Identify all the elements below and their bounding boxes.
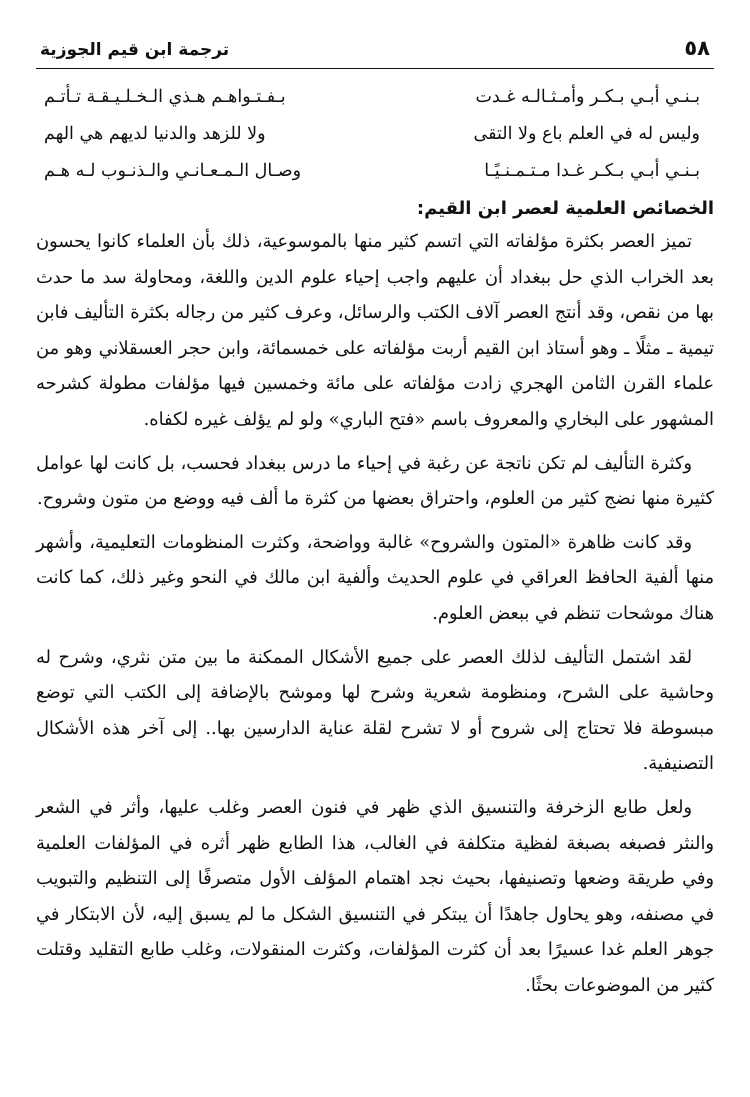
running-title: ترجمة ابن قيم الجوزية bbox=[40, 40, 230, 60]
verse-first-hemistich: بـنـي أبـي بـكـر غـدا مـتـمـنـيًـا bbox=[484, 161, 700, 181]
verse-second-hemistich: بـفـتـواهـم هـذي الـخـلـيـقـة تـأتـم bbox=[44, 87, 286, 107]
poem-verse bbox=[44, 79, 700, 116]
body-paragraph: وقد كانت ظاهرة «المتون والشروح» غالبة وواضحة، وكثرت المنظومات التعليمية، وأشهر منها ألفية الحافظ العراقي في علوم الحديث وألفية ابن مالك في النحو وغير ذلك، كما كانت هناك موشحات تنظم في ببعض العلوم. bbox=[36, 531, 714, 624]
page-number: ٥٨ bbox=[684, 36, 710, 60]
poem bbox=[36, 79, 714, 190]
verse-first-hemistich: وليس له في العلم باع ولا التقى bbox=[473, 124, 700, 144]
book-page bbox=[36, 28, 714, 1078]
body-paragraph: تميز العصر بكثرة مؤلفاته التي اتسم كثير منها بالموسوعية، ذلك بأن العلماء كانوا يحسون بعد الخراب الذي حل ببغداد أن عليهم واجب إحياء علوم الدين واللغة، ومحاولة سد ما حدث بها من نقص، وقد أنتج العصر آلاف الكتب والرسائل، وعرف كثير من رجاله بكثرة التأليف فابن تيمية ـ مثلًا ـ وهو أستاذ ابن القيم أربت مؤلفاته على خمسمائة، وابن حجر العسقلاني وهو من علماء القرن الثامن الهجري زادت مؤلفاته على مائة وخمسين فيها مؤلفات مطولة كشرحه المشهور على البخاري والمعروف باسم «فتح الباري» ولو لم يؤلف غيره لكفاه. bbox=[36, 231, 714, 430]
body-paragraph: لقد اشتمل التأليف لذلك العصر على جميع الأشكال الممكنة ما بين متن نثري، وشرح له وحاشية على الشرح، ومنظومة شعرية وشرح لها وموشح بالإضافة إلى الكتب التي توضع مبسوطة فلا تحتاج إلى شروح أو لا تشرح لقلة عناية الدارسين بها.. إلى آخر هذه الأشكال التصنيفية. bbox=[36, 646, 714, 775]
poem-verse bbox=[44, 116, 700, 153]
running-header bbox=[36, 28, 714, 69]
verse-second-hemistich: وصـال الـمـعـانـي والـذنـوب لـه هـم bbox=[44, 161, 302, 181]
verse-first-hemistich: بـنـي أبـي بـكـر وأمـثـالـه غـدت bbox=[475, 87, 700, 107]
verse-second-hemistich: ولا للزهد والدنيا لديهم هي الهم bbox=[44, 124, 266, 144]
body-paragraph: وكثرة التأليف لم تكن ناتجة عن رغبة في إحياء ما درس ببغداد فحسب، بل كانت لها عوامل كثيرة منها نضج كثير من العلوم، واحتراق بعضها من كثرة ما ألف فيه ووضع من متون وشروح. bbox=[36, 452, 714, 510]
poem-verse bbox=[44, 153, 700, 190]
section-heading: الخصائص العلمية لعصر ابن القيم: bbox=[416, 198, 714, 219]
body-paragraph: ولعل طابع الزخرفة والتنسيق الذي ظهر في فنون العصر وغلب عليها، وأثر في الشعر والنثر فصبغه بصبغة لفظية متكلفة في الغالب، هذا الطابع ظهر أثره في المؤلفات العلمية وفي طريقة وضعها وتصنيفها، بحيث نجد اهتمام المؤلف الأول متصرفًا إلى التنظيم والتبويب في مصنفه، وهو يحاول جاهدًا أن يبتكر في التنسيق الشكل ما لم يسبق إليه، لأن الابتكار في جوهر العلم غدا عسيرًا بعد أن كثرت المؤلفات، وكثرت المنقولات، وغلب طابع التقليد وقتلت كثير من الموضوعات بحثًا. bbox=[36, 796, 714, 996]
